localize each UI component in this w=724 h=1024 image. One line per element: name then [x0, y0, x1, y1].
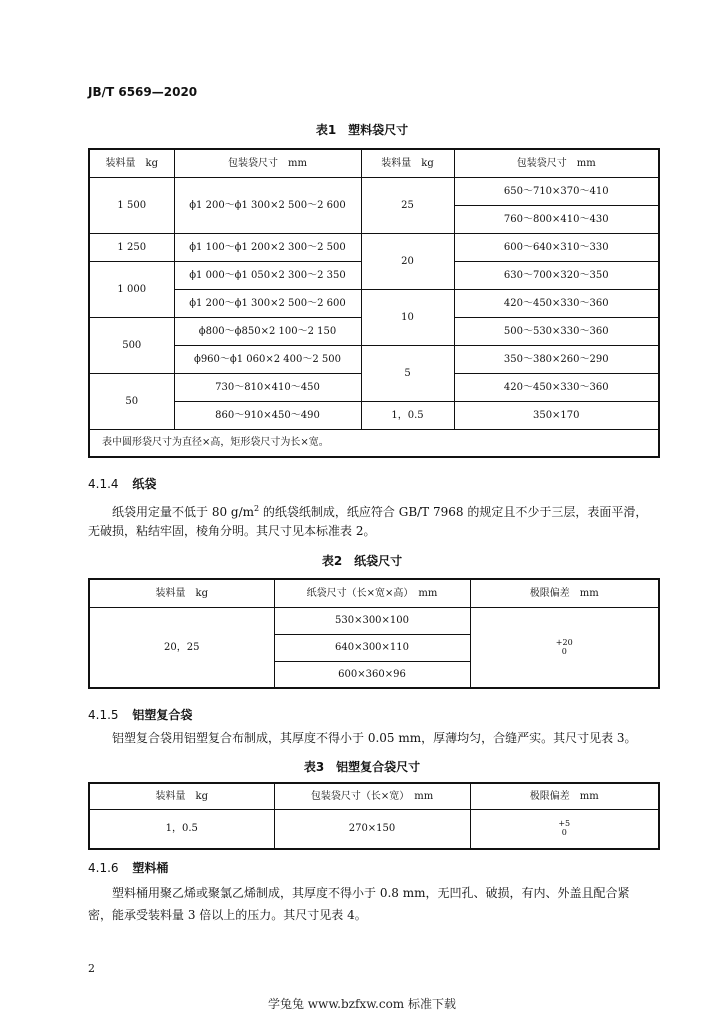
table1-cell: 20 — [361, 233, 454, 289]
table1-cell: 1 500 — [89, 177, 174, 233]
table1-cell: ϕ1 100～ϕ1 200×2 300～2 500 — [174, 233, 361, 261]
table3-header-tolerance: 极限偏差 mm — [470, 783, 659, 809]
tolerance-upper: +5 — [558, 819, 571, 829]
section-title: 纸袋 — [132, 477, 157, 491]
table1-note: 表中圆形袋尺寸为直径×高，矩形袋尺寸为长×宽。 — [89, 429, 659, 457]
table1-cell: 860～910×450～490 — [174, 401, 361, 429]
tolerance-upper: +20 — [555, 637, 573, 647]
table2-header-load: 装料量 kg — [89, 579, 274, 607]
table1-cell: ϕ800～ϕ850×2 100～2 150 — [174, 317, 361, 345]
table1 — [88, 148, 660, 458]
page-number: 2 — [88, 962, 95, 975]
table1-cell: 1 250 — [89, 233, 174, 261]
table3-title: 表3 铝塑复合袋尺寸 — [303, 760, 421, 774]
table2-header-size: 纸袋尺寸（长×宽×高） mm — [274, 579, 470, 607]
table3-tolerance — [470, 809, 659, 849]
table1-cell: 500～530×330～360 — [454, 317, 659, 345]
table3-cell: 1，0.5 — [89, 809, 274, 849]
table1-cell: 730～810×410～450 — [174, 373, 361, 401]
table1-header-size: 包装袋尺寸 mm — [174, 149, 361, 177]
section-number: 4.1.4 — [88, 477, 119, 491]
table1-header-load: 装料量 kg — [89, 149, 174, 177]
table1-cell: 50 — [89, 373, 174, 429]
paragraph-text: 的纸袋纸制成，纸应符合 GB/T 7968 的规定且不少于三层，表面平滑， — [259, 505, 648, 519]
table1-cell: 630～700×320～350 — [454, 261, 659, 289]
table1-cell: ϕ1 000～ϕ1 050×2 300～2 350 — [174, 261, 361, 289]
table1-cell: 650～710×370～410 — [454, 177, 659, 205]
table1-header-size-2: 包装袋尺寸 mm — [454, 149, 659, 177]
paragraph: 铝塑复合袋用铝塑复合布制成，其厚度不得小于 0.05 mm，厚薄均匀，合缝严实。其尺寸见表 3。 — [112, 731, 637, 745]
table1-cell: ϕ960～ϕ1 060×2 400～2 500 — [174, 345, 361, 373]
table1-cell: 5 — [361, 345, 454, 401]
table1-cell: 1 000 — [89, 261, 174, 317]
table3 — [88, 782, 660, 850]
table1-cell: 500 — [89, 317, 174, 373]
table3-header-load: 装料量 kg — [89, 783, 274, 809]
table1-cell: 1，0.5 — [361, 401, 454, 429]
superscript: 2 — [254, 504, 260, 513]
table1-cell: 420～450×330～360 — [454, 289, 659, 317]
table2-header-tolerance: 极限偏差 mm — [470, 579, 659, 607]
table1-cell: ϕ1 200～ϕ1 300×2 500～2 600 — [174, 289, 361, 317]
table1-cell: 25 — [361, 177, 454, 233]
table2-cell: 530×300×100 — [274, 607, 470, 634]
section-heading — [88, 859, 168, 876]
paragraph: 密，能承受装料量 3 倍以上的压力。其尺寸见表 4。 — [88, 908, 367, 922]
tolerance-lower: 0 — [561, 828, 567, 838]
section-number: 4.1.5 — [88, 708, 119, 722]
table3-header-size: 包装袋尺寸（长×宽） mm — [274, 783, 470, 809]
table1-header-load-2: 装料量 kg — [361, 149, 454, 177]
table1-title: 表1 塑料袋尺寸 — [315, 123, 409, 137]
paragraph-text: 纸袋用定量不低于 80 g/m — [112, 505, 255, 519]
section-heading — [88, 706, 192, 723]
paragraph: 塑料桶用聚乙烯或聚氯乙烯制成，其厚度不得小于 0.8 mm，无凹孔、破损，有内、外盖且配合紧 — [112, 886, 630, 900]
table1-cell: 350×170 — [454, 401, 659, 429]
table2-cell: 640×300×110 — [274, 634, 470, 661]
table1-cell: 10 — [361, 289, 454, 345]
paragraph: 无破损，粘结牢固，棱角分明。其尺寸见本标准表 2。 — [88, 524, 376, 538]
table1-cell: 350～380×260～290 — [454, 345, 659, 373]
section-title: 塑料桶 — [132, 861, 169, 875]
table3-cell: 270×150 — [274, 809, 470, 849]
section-title: 铝塑复合袋 — [132, 708, 193, 722]
table2-tolerance — [470, 607, 659, 688]
section-heading — [88, 475, 156, 492]
table1-cell: 420～450×330～360 — [454, 373, 659, 401]
table1-cell: 600～640×310～330 — [454, 233, 659, 261]
section-number: 4.1.6 — [88, 861, 119, 875]
table2-cell: 600×360×96 — [274, 661, 470, 688]
tolerance-lower: 0 — [561, 646, 567, 656]
standard-code: JB/T 6569—2020 — [88, 85, 198, 99]
table1-cell: 760～800×410～430 — [454, 205, 659, 233]
table2 — [88, 578, 660, 689]
table2-cell: 20，25 — [89, 607, 274, 688]
footer-watermark: 学兔兔 www.bzfxw.com 标准下载 — [267, 997, 457, 1011]
table2-title: 表2 纸袋尺寸 — [321, 554, 403, 568]
table1-cell: ϕ1 200～ϕ1 300×2 500～2 600 — [174, 177, 361, 233]
